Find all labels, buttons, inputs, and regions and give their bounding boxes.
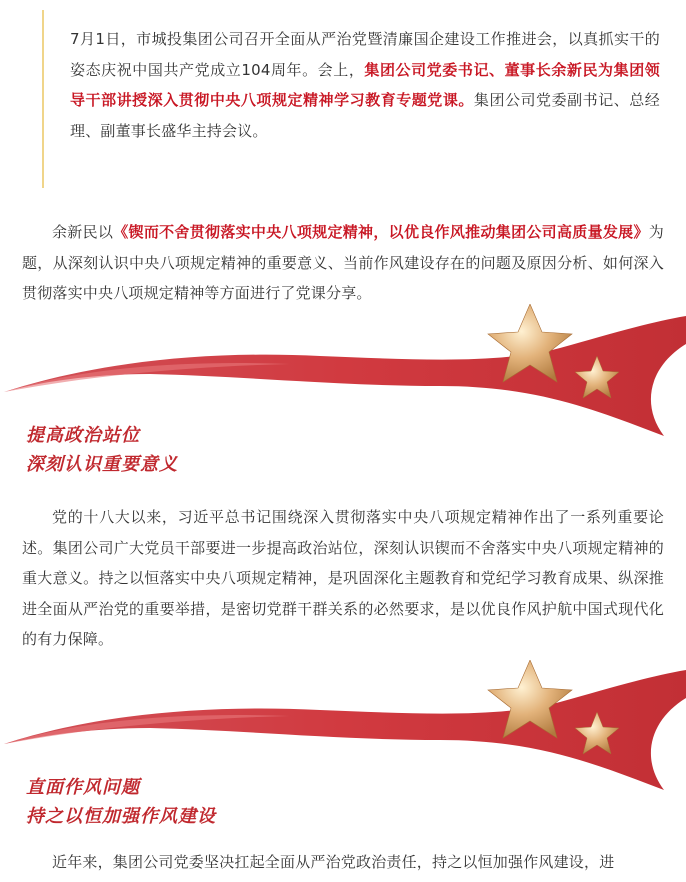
intro-text-a: 7月1日，市城投集团公司召开全面从严治党暨清廉国企建设工作推进会，以真抓实干的姿态庆祝中国共产党成立104周年。会上， bbox=[70, 30, 660, 79]
section1-heading-line1: 提高政治站位 bbox=[26, 425, 140, 446]
intro-highlight: 集团公司党委书记、董事长余新民为集团领导干部讲授深入贯彻中央八项规定精神学习教育专题党课。 bbox=[70, 60, 660, 109]
section2-heading-line2: 持之以恒加强作风建设 bbox=[26, 806, 216, 827]
section1-heading-line2: 深刻认识重要意义 bbox=[26, 454, 178, 475]
section2-heading-line1: 直面作风问题 bbox=[26, 777, 140, 798]
lecture-text-b: 为题，从深刻认识中央八项规定精神的重要意义、当前作风建设存在的问题及原因分析、如何深入贯彻落实中央八项规定精神等方面进行了党课分享。 bbox=[22, 223, 664, 302]
lecture-paragraph bbox=[22, 217, 664, 309]
section2-body: 近年来，集团公司党委坚决扛起全面从严治党政治责任，持之以恒加强作风建设，进 bbox=[52, 853, 615, 871]
lecture-text-a: 余新民以 bbox=[52, 223, 114, 241]
section1-heading bbox=[26, 421, 178, 479]
intro-paragraph bbox=[70, 24, 660, 146]
section1-body: 党的十八大以来，习近平总书记围绕深入贯彻落实中央八项规定精神作出了一系列重要论述。集团公司广大党员干部要进一步提高政治站位，深刻认识锲而不舍落实中央八项规定精神的重大意义。持之以恒落实中央八项规定精神，是巩固深化主题教育和党纪学习教育成果、纵深推进全面从严治党的重要举措，是密切党群干群关系的必然要求，是以优良作风护航中国式现代化的有力保障。 bbox=[22, 508, 664, 648]
intro-text-b: 集团公司党委副书记、总经理、副董事长盛华主持会议。 bbox=[70, 91, 661, 140]
lecture-title: 《锲而不舍贯彻落实中央八项规定精神，以优良作风推动集团公司高质量发展》 bbox=[113, 223, 649, 241]
section2-heading bbox=[26, 773, 216, 831]
